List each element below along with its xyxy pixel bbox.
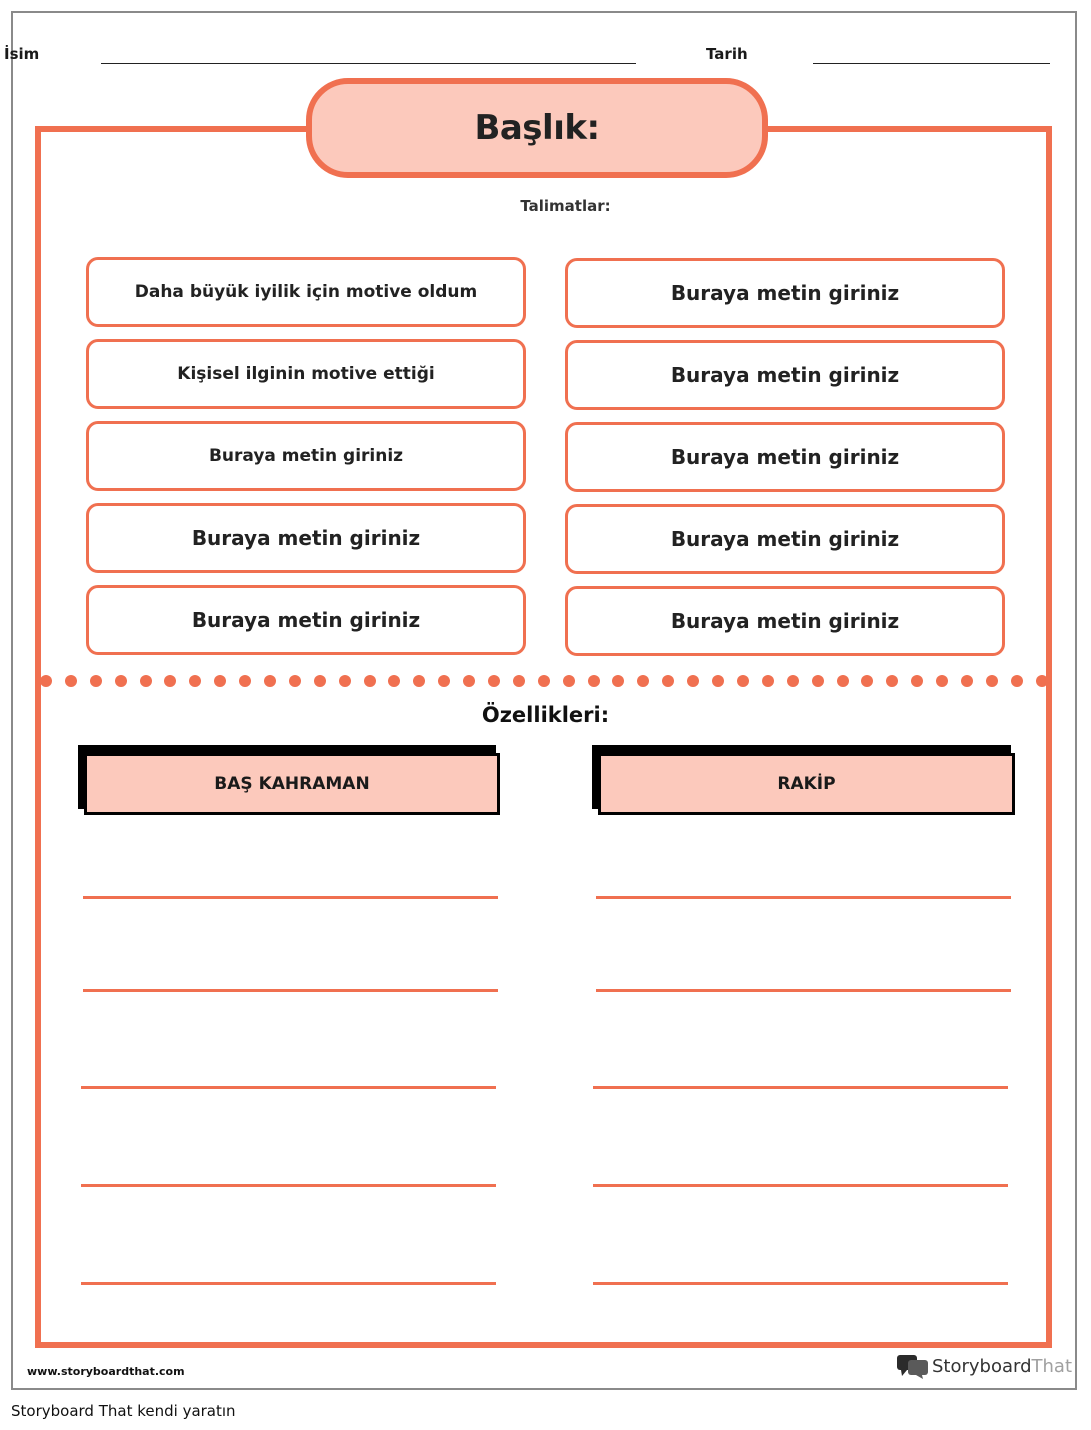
brand-name-part1: Storyboard (932, 1355, 1032, 1377)
writing-line-left-1[interactable] (83, 896, 498, 899)
brand-logo[interactable] (896, 1353, 1072, 1379)
divider-dot (513, 675, 525, 687)
text-box-left-4[interactable]: Buraya metin giriniz (86, 503, 526, 573)
divider-dot (364, 675, 376, 687)
divider-dot (936, 675, 948, 687)
divider-dot (1036, 675, 1048, 687)
text-box-right-4[interactable]: Buraya metin giriniz (565, 504, 1005, 574)
divider-dot (40, 675, 52, 687)
divider-dot (189, 675, 201, 687)
writing-line-right-5[interactable] (593, 1282, 1008, 1285)
writing-line-left-5[interactable] (81, 1282, 496, 1285)
divider-dot (787, 675, 799, 687)
divider-dot (563, 675, 575, 687)
divider-dot (588, 675, 600, 687)
writing-line-right-4[interactable] (593, 1184, 1008, 1187)
divider-dot (264, 675, 276, 687)
text-box-left-2[interactable]: Kişisel ilginin motive ettiği (86, 339, 526, 409)
writing-line-right-3[interactable] (593, 1086, 1008, 1089)
title-pill[interactable] (306, 78, 768, 178)
divider-dot (886, 675, 898, 687)
divider-dot (388, 675, 400, 687)
divider-dot (812, 675, 824, 687)
date-label: Tarih (706, 45, 748, 63)
protagonist-header[interactable]: BAŞ KAHRAMAN (84, 753, 500, 815)
divider-dot (961, 675, 973, 687)
divider-dot (837, 675, 849, 687)
divider-dot (438, 675, 450, 687)
name-label: İsim (4, 45, 40, 63)
divider-dot (911, 675, 923, 687)
text-box-left-1[interactable]: Daha büyük iyilik için motive oldum (86, 257, 526, 327)
antagonist-header[interactable]: RAKİP (598, 753, 1015, 815)
divider-dot (413, 675, 425, 687)
divider-dot (164, 675, 176, 687)
divider-dot (214, 675, 226, 687)
divider-dot (662, 675, 674, 687)
writing-line-left-2[interactable] (83, 989, 498, 992)
instructions-label: Talimatlar: (520, 197, 611, 215)
page-caption: Storyboard That kendi yaratın (11, 1402, 236, 1420)
text-box-left-3[interactable]: Buraya metin giriniz (86, 421, 526, 491)
dotted-divider (40, 674, 1048, 688)
divider-dot (239, 675, 251, 687)
divider-dot (861, 675, 873, 687)
divider-dot (986, 675, 998, 687)
divider-dot (637, 675, 649, 687)
divider-dot (140, 675, 152, 687)
divider-dot (314, 675, 326, 687)
divider-dot (712, 675, 724, 687)
divider-dot (488, 675, 500, 687)
text-box-right-2[interactable]: Buraya metin giriniz (565, 340, 1005, 410)
text-box-left-5[interactable]: Buraya metin giriniz (86, 585, 526, 655)
name-line[interactable] (101, 63, 636, 64)
date-line[interactable] (813, 63, 1050, 64)
speech-bubbles-icon (896, 1353, 930, 1379)
text-box-right-5[interactable]: Buraya metin giriniz (565, 586, 1005, 656)
traits-title: Özellikleri: (481, 703, 610, 727)
text-box-right-1[interactable]: Buraya metin giriniz (565, 258, 1005, 328)
divider-dot (762, 675, 774, 687)
page-title: Başlık: (474, 108, 600, 148)
divider-dot (538, 675, 550, 687)
divider-dot (737, 675, 749, 687)
divider-dot (65, 675, 77, 687)
divider-dot (687, 675, 699, 687)
brand-name-part2: That (1031, 1355, 1073, 1377)
writing-line-left-4[interactable] (81, 1184, 496, 1187)
writing-line-right-1[interactable] (596, 896, 1011, 899)
divider-dot (289, 675, 301, 687)
divider-dot (1011, 675, 1023, 687)
divider-dot (339, 675, 351, 687)
divider-dot (115, 675, 127, 687)
writing-line-right-2[interactable] (596, 989, 1011, 992)
divider-dot (90, 675, 102, 687)
divider-dot (612, 675, 624, 687)
divider-dot (463, 675, 475, 687)
writing-line-left-3[interactable] (81, 1086, 496, 1089)
text-box-right-3[interactable]: Buraya metin giriniz (565, 422, 1005, 492)
footer-url[interactable]: www.storyboardthat.com (27, 1365, 185, 1378)
